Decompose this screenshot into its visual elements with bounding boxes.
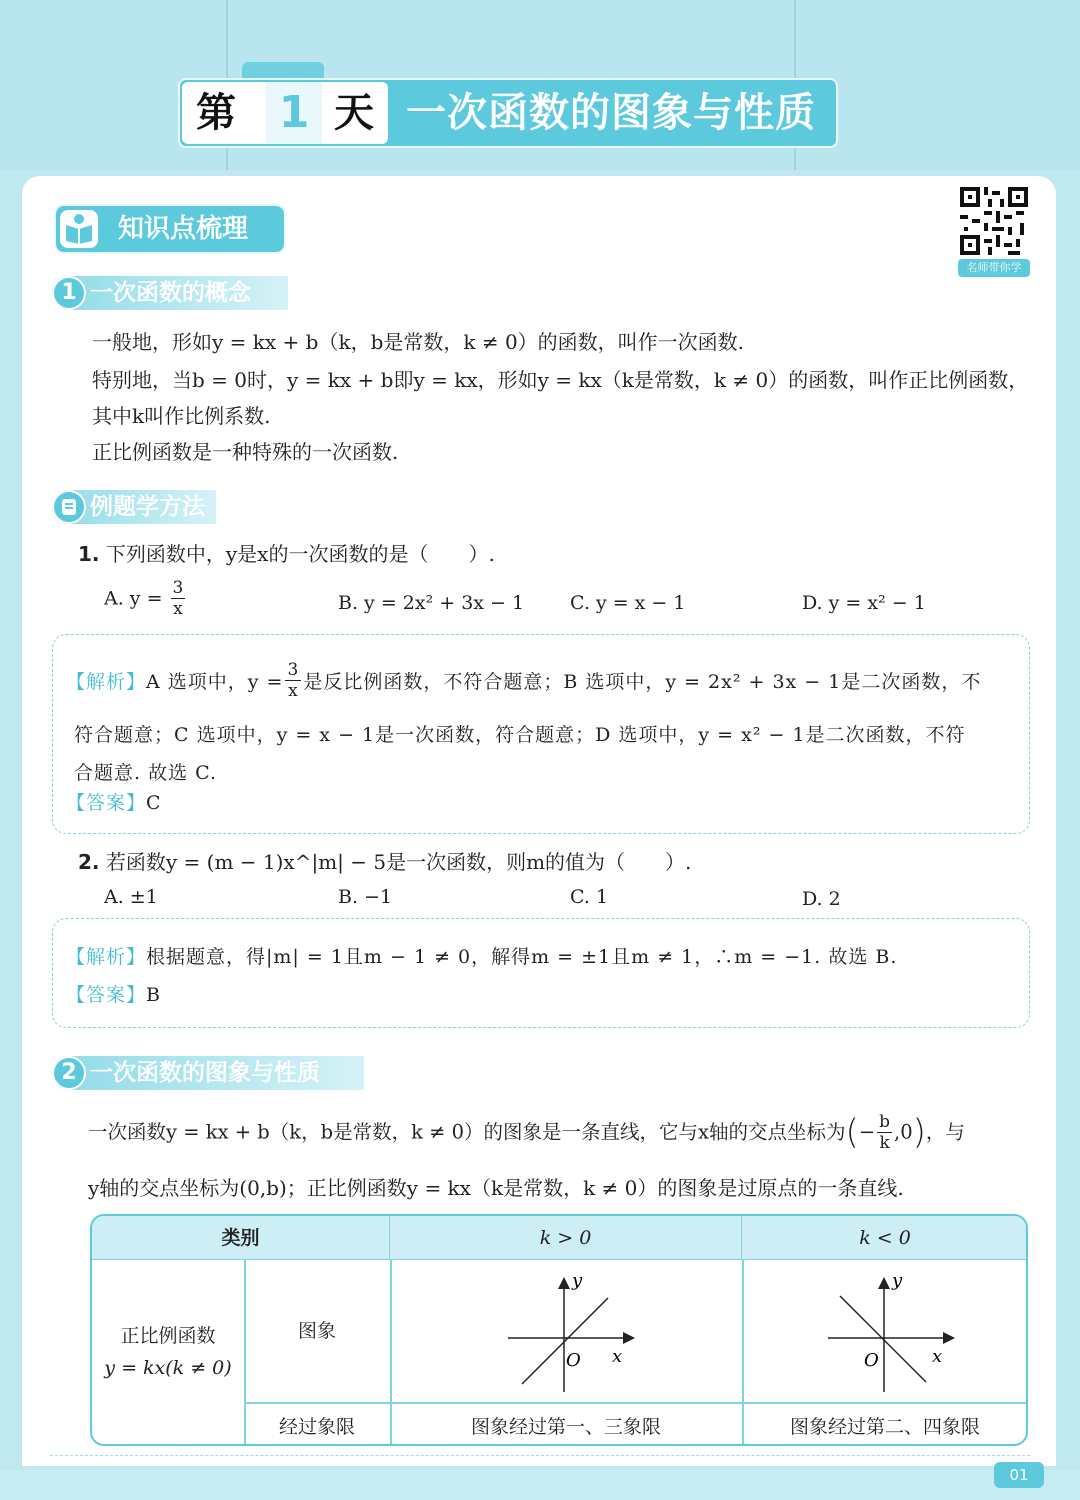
- section-title: 知识点梳理: [118, 214, 249, 244]
- note-icon: [52, 490, 86, 524]
- qr-code[interactable]: [960, 186, 1028, 256]
- section-header-knowledge: [54, 204, 286, 254]
- question-number: 1.: [78, 542, 100, 566]
- day-suffix: 天: [334, 90, 374, 136]
- q2-solution-box: [52, 918, 1030, 1028]
- origin-label: O: [864, 1350, 879, 1371]
- concept-line-2: 特别地，当b = 0时，y = kx + b即y = kx，形如y = kx（k是常数，k ≠ 0）的函数，叫作正比例函数，: [92, 368, 1029, 392]
- page-number: 01: [994, 1462, 1044, 1488]
- qr-caption: 名师带你学: [958, 259, 1030, 277]
- row-name: [92, 1320, 244, 1384]
- subsection-header-properties: [52, 1056, 364, 1090]
- line-positive-slope: [522, 1298, 608, 1384]
- question-1: [78, 538, 495, 567]
- bottom-band: [0, 1470, 1080, 1500]
- line-negative-slope: [840, 1296, 926, 1382]
- row-name-line-1: 正比例函数: [120, 1325, 216, 1347]
- numerator: b: [879, 1112, 891, 1132]
- paren-right: ): [912, 1112, 926, 1153]
- question-2: [78, 846, 691, 875]
- fraction: [171, 578, 186, 619]
- numerator: 3: [172, 578, 184, 598]
- analysis-tag: 【解析】: [66, 946, 147, 968]
- book-icon: [60, 210, 98, 248]
- concept-line-4: 正比例函数是一种特殊的一次函数.: [92, 440, 399, 464]
- table-header-kpos: k > 0: [390, 1216, 742, 1260]
- y-axis-label: y: [892, 1272, 903, 1291]
- denominator: k: [879, 1133, 890, 1153]
- graph-kpos: [502, 1272, 642, 1396]
- kpos-quadrant: 图象经过第一、三象限: [470, 1416, 661, 1438]
- denominator: x: [173, 599, 183, 619]
- q1-option-b: B. y = 2x² + 3x − 1: [338, 592, 525, 614]
- y-axis-label: y: [572, 1272, 583, 1291]
- q2-option-c: C. 1: [570, 886, 609, 908]
- analysis-text: A 选项中，y =: [146, 671, 284, 693]
- answer-value: B: [146, 984, 161, 1006]
- question-stem: 下列函数中，y是x的一次函数的是（ ）.: [105, 542, 495, 566]
- q2-option-a: A. ±1: [104, 886, 158, 908]
- subsection-header-examples: [52, 490, 216, 524]
- q1-option-a: [104, 578, 187, 619]
- analysis-text: 根据题意，得|m| = 1且m − 1 ≠ 0，解得m = ±1且m ≠ 1，∴m = −1. 故选 B.: [146, 946, 898, 968]
- q1-solution-line-1: [66, 660, 981, 701]
- kneg-quadrant: 图象经过第二、四象限: [789, 1416, 980, 1438]
- question-stem: 若函数y = (m − 1)x^|m| − 5是一次函数，则m的值为（ ）.: [105, 850, 692, 874]
- day-prefix: 第: [196, 90, 236, 136]
- q2-option-d: D. 2: [802, 888, 841, 910]
- coord-minus: −: [858, 1120, 876, 1144]
- origin-label: O: [566, 1350, 581, 1371]
- row-image-label: 图象: [297, 1320, 336, 1342]
- analysis-tag: 【解析】: [66, 671, 147, 693]
- x-axis-label: x: [932, 1346, 943, 1367]
- subsection-header-concept: [52, 276, 288, 310]
- q1-option-c: C. y = x − 1: [570, 592, 686, 614]
- properties-text: 一次函数y = kx + b（k，b是常数，k ≠ 0）的图象是一条直线，它与x轴的交点坐标为: [88, 1120, 846, 1144]
- question-number: 2.: [78, 850, 100, 874]
- properties-line-2: y轴的交点坐标为(0,b)；正比例函数y = kx（k是常数，k ≠ 0）的图象是过原点的一条直线.: [88, 1176, 904, 1200]
- q2-solution-line: [66, 942, 897, 969]
- subsection-number: 2: [52, 1056, 86, 1090]
- concept-line-1: 一般地，形如y = kx + b（k，b是常数，k ≠ 0）的函数，叫作一次函数.: [92, 330, 745, 354]
- divider: [50, 1455, 1030, 1456]
- answer-tag: 【答案】: [66, 984, 147, 1006]
- row-name-line-2: y = kx(k ≠ 0): [104, 1357, 232, 1379]
- concept-line-3: 其中k叫作比例系数.: [92, 404, 271, 428]
- subsection-number: 1: [52, 276, 86, 310]
- q1-answer: [66, 788, 162, 815]
- subsection-title: 一次函数的概念: [90, 280, 251, 306]
- analysis-text: 是反比例函数，不符合题意；B 选项中，y = 2x² + 3x − 1是二次函数，不: [303, 671, 982, 693]
- fraction: [285, 660, 301, 701]
- properties-table: [90, 1214, 1028, 1446]
- day-label-box: [182, 82, 388, 144]
- graph-kneg: [822, 1272, 962, 1396]
- answer-value: C: [146, 792, 162, 814]
- banner-box: [178, 78, 838, 148]
- q2-option-b: B. −1: [338, 886, 393, 908]
- row-quadrant-label: 经过象限: [278, 1416, 355, 1438]
- table-header-kneg: k < 0: [742, 1216, 1028, 1260]
- table-header-category: 类别: [92, 1216, 390, 1260]
- day-title-banner: [178, 62, 838, 148]
- properties-text: ，与: [925, 1120, 965, 1144]
- day-number: 1: [266, 82, 322, 144]
- denominator: x: [288, 681, 299, 701]
- answer-tag: 【答案】: [66, 792, 147, 814]
- properties-line-1: [88, 1112, 965, 1153]
- coord-rest: ,0: [894, 1120, 913, 1144]
- q1-option-d: D. y = x² − 1: [802, 592, 926, 614]
- q1-solution-line-3: 合题意. 故选 C.: [74, 762, 218, 784]
- subsection-title: 一次函数的图象与性质: [90, 1060, 320, 1086]
- x-axis-label: x: [612, 1346, 623, 1367]
- page-title: 一次函数的图象与性质: [406, 90, 816, 136]
- q1-solution-line-2: 符合题意；C 选项中，y = x − 1是一次函数，符合题意；D 选项中，y = x² − 1是二次函数，不符: [74, 724, 966, 746]
- fraction: [877, 1112, 892, 1153]
- numerator: 3: [287, 660, 300, 680]
- subsection-title: 例题学方法: [90, 494, 205, 520]
- q2-answer: [66, 980, 161, 1007]
- paren-left: (: [845, 1112, 859, 1153]
- table-divider: [244, 1402, 1028, 1404]
- option-prefix: A. y =: [104, 587, 163, 610]
